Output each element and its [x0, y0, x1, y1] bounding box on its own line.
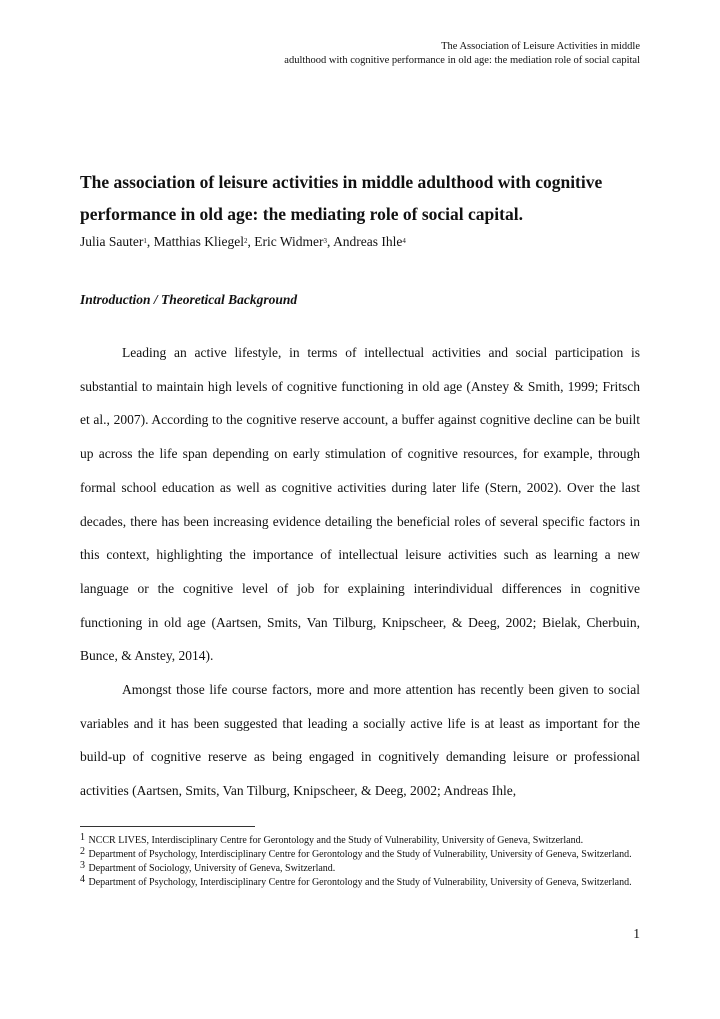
footnote — [80, 834, 640, 847]
page-number: 1 — [633, 926, 640, 941]
author-name: Matthias Kliegel — [153, 234, 244, 249]
author-separator: , — [146, 234, 154, 249]
author-separator: , — [247, 234, 255, 249]
running-head-line-1: The Association of Leisure Activities in middle — [441, 41, 640, 52]
author-name: Andreas Ihle — [333, 234, 403, 249]
author-list — [80, 232, 640, 252]
author — [80, 234, 154, 249]
footnote-text: Department of Psychology, Interdisciplinary Centre for Gerontology and the Study of Vulnerability, University of Geneva, Switzerland. — [88, 849, 632, 860]
paper-title: The association of leisure activities in middle adulthood with cognitive performance in old age: the mediating role of social capital. — [80, 172, 603, 224]
running-head — [120, 40, 640, 68]
author — [254, 234, 333, 249]
footnote — [80, 876, 640, 889]
running-head-line-2: adulthood with cognitive performance in old age: the mediation role of social capital — [284, 55, 640, 66]
paragraph: Amongst those life course factors, more and more attention has recently been given to social variables and it has been suggested that leading a socially active life is at least as important for the build-up of cognitive reserve as being engaged in cognitively demanding leisure or professional activities (Aartsen, Smits, Van Tilburg, Knipscheer, & Deeg, 2002; Andreas Ihle, — [80, 682, 640, 799]
affiliation-mark: 3 — [323, 237, 328, 245]
footnote-mark: 4 — [80, 874, 85, 885]
affiliation-mark: 2 — [243, 237, 248, 245]
section-heading: Introduction / Theoretical Background — [80, 292, 298, 307]
author-separator: , — [327, 234, 334, 249]
footnote-rule — [80, 826, 255, 827]
affiliation-mark: 1 — [143, 237, 147, 245]
footnote-mark: 3 — [80, 860, 85, 871]
footnote — [80, 848, 640, 861]
author-name: Julia Sauter — [80, 234, 144, 249]
author — [154, 234, 255, 249]
author — [333, 234, 406, 249]
footnote-mark: 1 — [80, 832, 85, 843]
footnote — [80, 862, 640, 875]
author-name: Eric Widmer — [254, 234, 324, 249]
footnotes — [80, 834, 640, 890]
footnote-mark: 2 — [80, 846, 85, 857]
footnote-text: NCCR LIVES, Interdisciplinary Centre for Gerontology and the Study of Vulnerability, University of Geneva, Switzerland. — [88, 835, 584, 846]
footnote-text: Department of Psychology, Interdisciplinary Centre for Gerontology and the Study of Vulnerability, University of Geneva, Switzerland. — [88, 877, 632, 888]
affiliation-mark: 4 — [402, 237, 406, 245]
footnote-text: Department of Sociology, University of Geneva, Switzerland. — [88, 863, 336, 874]
paragraph: Leading an active lifestyle, in terms of intellectual activities and social participation is substantial to maintain high levels of cognitive functioning in old age (Anstey & Smith, 1999; Fritsch et al., 2007). According to the cognitive reserve account, a buffer against cognitive decline can be built up across the life span depending on early stimulation of cognitive resources, for example, through formal school education as well as cognitive activities during later life (Stern, 2002). Over the last decades, there has been increasing evidence detailing the beneficial roles of several specific factors in this context, highlighting the importance of intellectual leisure activities such as learning a new language or the cognitive level of job for explaining interindividual differences in cognitive functioning in old age (Aartsen, Smits, Van Tilburg, Knipscheer, & Deeg, 2002; Bielak, Cherbuin, Bunce, & Anstey, 2014). — [80, 345, 640, 664]
body-text — [80, 336, 640, 808]
